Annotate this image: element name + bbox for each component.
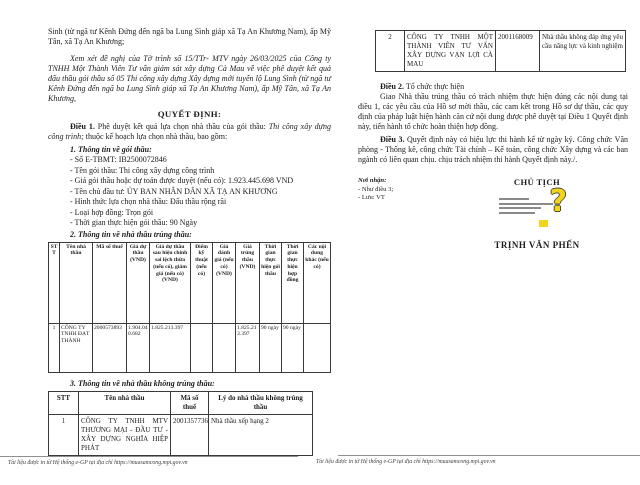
article-3-label: Điều 3. (380, 135, 405, 144)
winner-table-header-cell: Giá trúng thầu (VND) (236, 242, 260, 323)
article-2-title (358, 82, 628, 92)
package-info-line: - Loại hợp đồng: Trọn gói (70, 207, 154, 217)
table-cell: Nhà thầu xếp hạng 2 (209, 414, 313, 455)
left-page-column (48, 27, 331, 456)
section-1-heading: 1. Thông tin về gói thầu: (70, 145, 152, 154)
article-1-lead: Phê duyệt kết quả lựa chọn nhà thầu của gói thầu: (94, 122, 269, 131)
winner-table-header-cell: Thời gian thực hiện gói thầu (260, 242, 282, 323)
winner-table-header-cell: Các nội dung khác (nếu có) (304, 242, 331, 323)
continuation-paragraph: Sinh (từ ngã tư Kênh Đứng đến ngã ba Lung Sình giáp xã Tạ An Khương Nam), ấp Mỹ Tân, xã Tạ An Khương; (48, 27, 331, 46)
recipients-label: Nơi nhận: (358, 177, 387, 184)
winner-table-header-cell: Giá đánh giá (nếu có) (VND) (213, 242, 236, 323)
nonwinner-table-row (376, 31, 626, 72)
signature-block (446, 177, 628, 250)
signature-section (358, 177, 628, 250)
table-cell: 1.825.213.397 (150, 323, 191, 372)
article-3-paragraph (358, 135, 628, 165)
winner-table-header-cell: Giá dự thầu sau hiệu chỉnh sai lệch thừa (nếu có), giảm giá (nếu có) (VND) (150, 242, 191, 323)
nonwinner-table-header-cell: STT (49, 391, 79, 414)
nonwinner-table-header-cell: Tên nhà thầu (79, 391, 171, 414)
winner-table-header-cell: Giá dự thầu (VND) (127, 242, 150, 323)
table-cell (213, 323, 236, 372)
right-page-column (358, 28, 628, 250)
decision-heading: QUYẾT ĐỊNH: (157, 109, 222, 119)
table-cell: 2000573893 (93, 323, 127, 372)
nonwinner-table-continuation (375, 30, 626, 72)
section-3-heading: 3. Thông tin về nhà thầu không trúng thầu: (70, 378, 215, 388)
table-cell: 2 (376, 31, 405, 72)
recipients-block (358, 177, 446, 250)
nonwinner-table-header-cell: Lý do nhà thầu không trúng thầu (209, 391, 313, 414)
question-mark-icon: ? (549, 184, 567, 219)
winner-table-row (49, 323, 331, 372)
table-cell: CÔNG TY TNHH ĐẠT THÀNH (60, 323, 93, 372)
article-1-paragraph (48, 122, 331, 142)
recipient-line: - Như điều 3; (358, 185, 394, 193)
article-1-italic-part: Thi công xây dựng công trình; (48, 122, 332, 141)
package-info-line: - Tên chủ đầu tư: ỦY BAN NHÂN DÂN XÃ TẠ AN KHƯƠNG (70, 186, 278, 196)
table-cell: 1.825.213.397 (236, 323, 260, 372)
section-2-heading: 2. Thông tin về nhà thầu trúng thầu: (70, 229, 192, 239)
winner-table-header-cell: STT (49, 242, 60, 323)
article-1-tail: thuộc kế hoạch lựa chọn nhà thầu, bao gồm: (83, 132, 228, 141)
winner-table-header-cell: Mã số thuế (93, 242, 127, 323)
nonwinner-table-row (49, 414, 313, 455)
signer-name: TRỊNH VĂN PHẾN (494, 240, 580, 250)
package-info-line: - Tên gói thầu: Thi công xây dựng công trình (70, 165, 215, 175)
right-footer-note: Tài liệu được in từ Hệ thống e-GP tại địa chỉ https://muasamcong.mpi.gov.vn (316, 459, 496, 465)
table-cell: CÔNG TY TNHH MTV THƯƠNG MẠI - ĐẦU TƯ - XÂY DỰNG NGHĨA HIỆP PHÁT (79, 414, 171, 455)
table-cell: 2001357736 (171, 414, 209, 455)
signer-title: CHỦ TỊCH (513, 177, 561, 187)
package-info-line: - Thời gian thực hiện gói thầu: 90 Ngày (70, 218, 198, 227)
left-footer-rule (0, 456, 298, 457)
table-cell (304, 323, 331, 372)
right-footer-rule (338, 455, 640, 456)
table-cell: Nhà thầu không đáp ứng yêu cầu năng lực và kinh nghiệm (540, 31, 626, 72)
package-info-line: - Số E-TBMT: IB2500072846 (70, 155, 167, 164)
stamp-highlight (539, 220, 548, 227)
package-info-line: - Giá gói thầu hoặc dự toán được duyệt (nếu có): 1.923.445.698 VND (70, 176, 294, 185)
article-3-body: Quyết định này có hiệu lực thi hành kể từ ngày ký. Công chức Văn phòng - Thống kê, công chức Tài chính – Kế toán, công chức Xây dựng và các ban ngành có liên quan chịu. chịu trách nhiệm thi hành Quyết định này./. (358, 135, 629, 164)
consideration-paragraph: Xem xét đề nghị của Tờ trình số 15/TTr- MTV ngày 26/03/2025 của Công ty TNHH Một Thành Viên Tư vấn giám sát xây dựng Cà Mau về việc phê duyệt kết quả đấu thầu gói thầu số 05 Thi công xây dựng Xây dựng mới tuyến lộ Lung Sình (từ ngã tư Kênh Đứng đến ngã ba Lung Sình giáp xã Tạ An Khương Nam), ấp Mỹ Tân, xã Tạ An Khương, (48, 54, 331, 103)
table-cell: 2001168009 (496, 31, 540, 72)
table-cell: 1 (49, 323, 60, 372)
winner-table-header-cell: Tên nhà thầu (60, 242, 93, 323)
recipient-line: - Lưu: VT (358, 194, 385, 201)
winner-table-header-cell: Điểm kỹ thuật (nếu có) (191, 242, 213, 323)
article-2-paragraph: Giao Nhà thầu trúng thầu có trách nhiệm thực hiện đúng các nội dung tại điều 1, các yêu cầu của Hồ sơ mời thầu, các cam kết trong Hồ sơ dự thầu, các quy định của pháp luật hiện hành căn cứ nội dung được phê duyệt tại Điều 1 Quyết định này, tiến hành tổ chức hoàn thiện hợp đồng. (358, 92, 628, 131)
winner-table (48, 242, 331, 373)
digital-signature-stamp (499, 184, 575, 230)
table-cell (191, 323, 213, 372)
table-cell: 1 (49, 414, 79, 455)
left-footer-note: Tài liệu được in từ Hệ thống e-GP tại địa chỉ https://muasamcong.mpi.gov.vn (8, 460, 188, 466)
article-2-label: Điều 2. (380, 82, 404, 91)
article-1-label: Điều 1. (70, 122, 95, 131)
stamp-text-lines (499, 198, 555, 216)
table-cell: 1.904.040.682 (127, 323, 150, 372)
table-cell: 90 ngày (260, 323, 282, 372)
nonwinner-table (48, 391, 313, 456)
article-2-title-text: Tổ chức thực hiện (404, 82, 465, 91)
table-cell: CÔNG TY TNHH MỘT THÀNH VIÊN TƯ VẤN XÂY DỰNG VẠN LỢI CÀ MAU (405, 31, 496, 72)
nonwinner-table-header-cell: Mã số thuế (171, 391, 209, 414)
table-cell: 90 ngày (282, 323, 304, 372)
package-info-line: - Hình thức lựa chọn nhà thầu: Đấu thầu rộng rãi (70, 197, 227, 206)
winner-table-header-cell: Thời gian thực hiện hợp đồng (282, 242, 304, 323)
